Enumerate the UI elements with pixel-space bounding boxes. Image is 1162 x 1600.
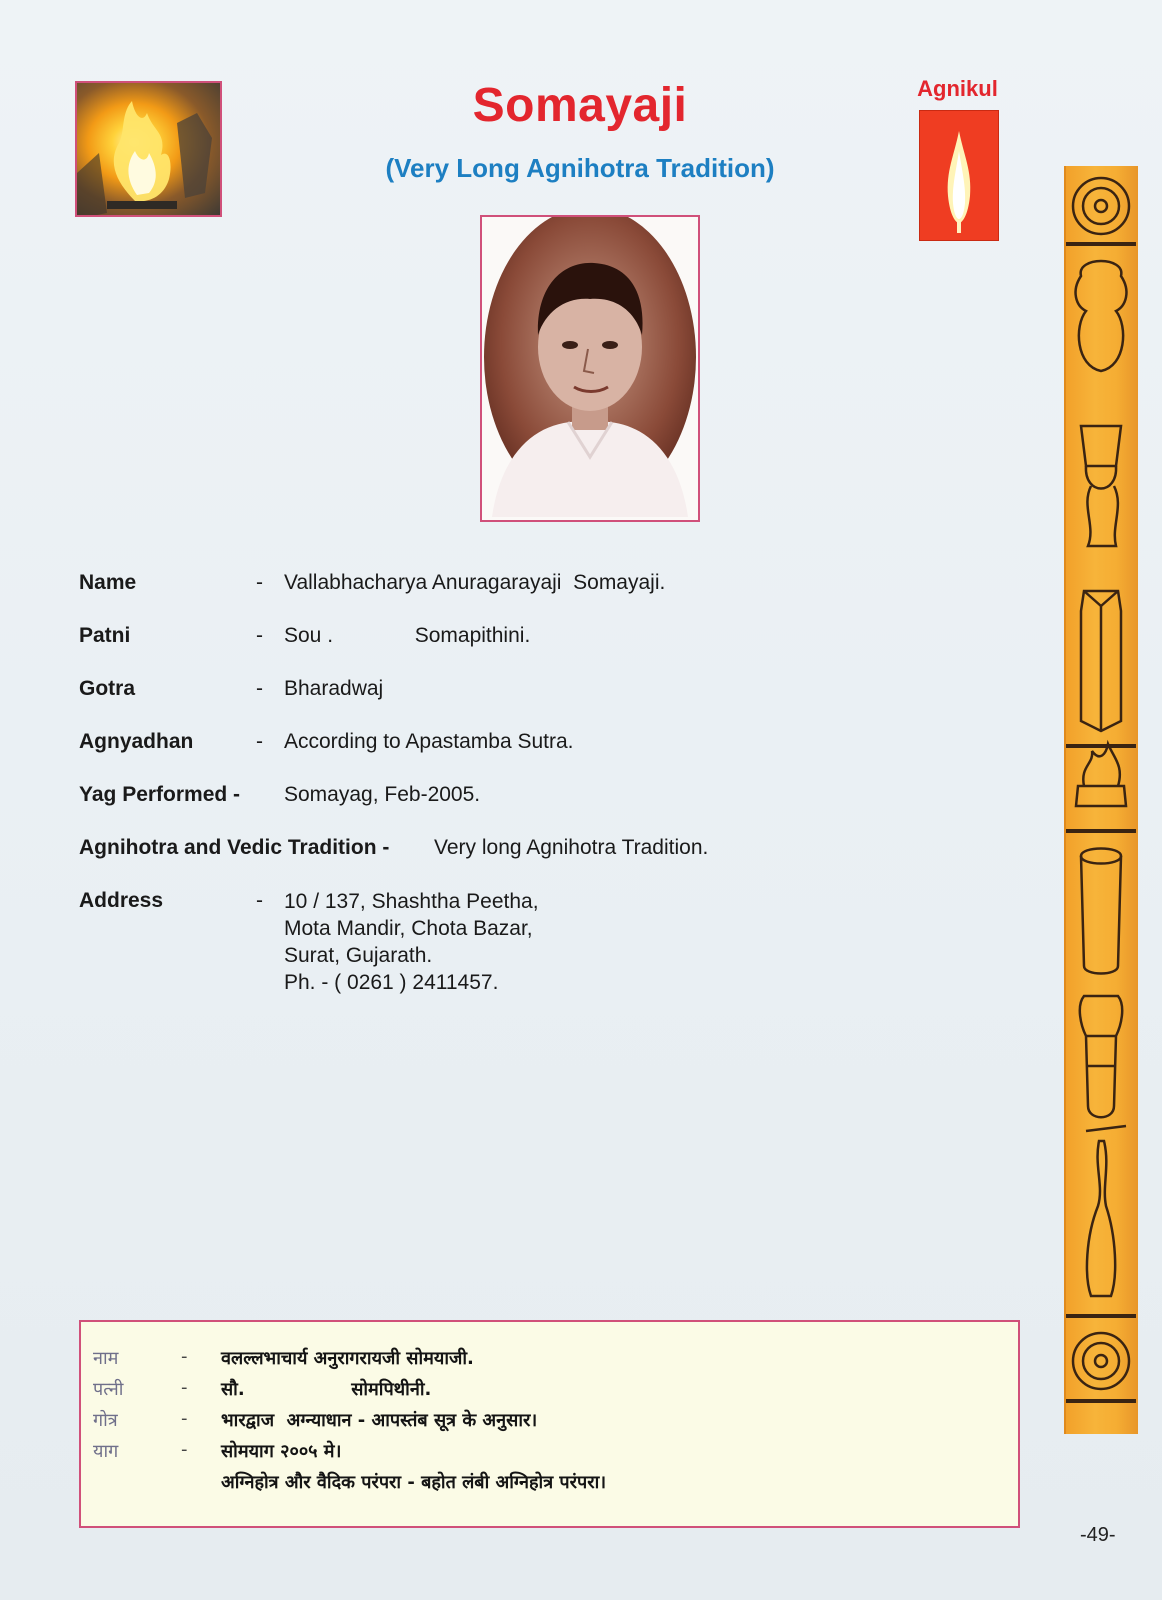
hindi-value: सौ. सोमपिथीनी. — [221, 1379, 432, 1400]
hindi-value: सोमयाग २००५ मे। — [221, 1441, 342, 1462]
fire-thumbnail-image — [75, 81, 222, 217]
detail-dash: - — [256, 677, 263, 700]
hindi-dash: - — [181, 1408, 188, 1429]
hindi-label: याग — [93, 1441, 119, 1462]
detail-label: Yag Performed - — [79, 783, 241, 806]
address-line: 10 / 137, Shashtha Peetha, — [284, 890, 539, 913]
portrait-photo — [480, 215, 700, 522]
address-line: Surat, Gujarath. — [284, 944, 433, 967]
ritual-implements-strip — [1064, 166, 1138, 1434]
hindi-value: भारद्वाज अग्न्याधान - आपस्तंब सूत्र के अनुसार। — [221, 1410, 538, 1431]
hindi-label: नाम — [93, 1348, 119, 1369]
hindi-label: पत्नी — [93, 1379, 124, 1400]
detail-value: Sou . Somapithini. — [284, 624, 531, 647]
detail-label: Agnyadhan — [79, 730, 194, 753]
hindi-dash: - — [181, 1377, 188, 1398]
address-line: Mota Mandir, Chota Bazar, — [284, 917, 533, 940]
detail-label: Name — [79, 571, 137, 594]
detail-label: Gotra — [79, 677, 136, 700]
detail-value: Somayag, Feb-2005. — [284, 783, 481, 806]
hindi-value: अग्निहोत्र और वैदिक परंपरा - बहोत लंबी अग्निहोत्र परंपरा। — [221, 1472, 607, 1493]
page-title: Somayaji — [472, 79, 688, 132]
address-lines — [284, 888, 539, 996]
detail-dash: - — [256, 730, 263, 753]
detail-dash: - — [256, 571, 263, 594]
address-label: Address — [79, 889, 164, 912]
page-subtitle: (Very Long Agnihotra Tradition) — [385, 153, 775, 183]
hindi-dash: - — [181, 1439, 188, 1460]
address-dash: - — [256, 889, 263, 912]
detail-dash: - — [256, 624, 263, 647]
detail-label: Patni — [79, 624, 131, 647]
hindi-dash: - — [181, 1346, 188, 1367]
hindi-label: गोत्र — [93, 1410, 118, 1431]
detail-value: Vallabhacharya Anuragarayaji Somayaji. — [284, 571, 666, 594]
detail-label: Agnihotra and Vedic Tradition - — [79, 836, 390, 859]
address-line: Ph. - ( 0261 ) 2411457. — [284, 971, 499, 994]
hindi-value: वलल्लभाचार्य अनुरागरायजी सोमयाजी. — [221, 1348, 474, 1369]
hindi-summary-box — [79, 1320, 1020, 1528]
detail-value: Bharadwaj — [284, 677, 384, 700]
page-number: -49- — [1080, 1524, 1116, 1546]
detail-value: Very long Agnihotra Tradition. — [434, 836, 709, 859]
agnikul-label: Agnikul — [917, 76, 998, 101]
detail-value: According to Apastamba Sutra. — [284, 730, 574, 753]
flame-icon — [919, 110, 999, 241]
